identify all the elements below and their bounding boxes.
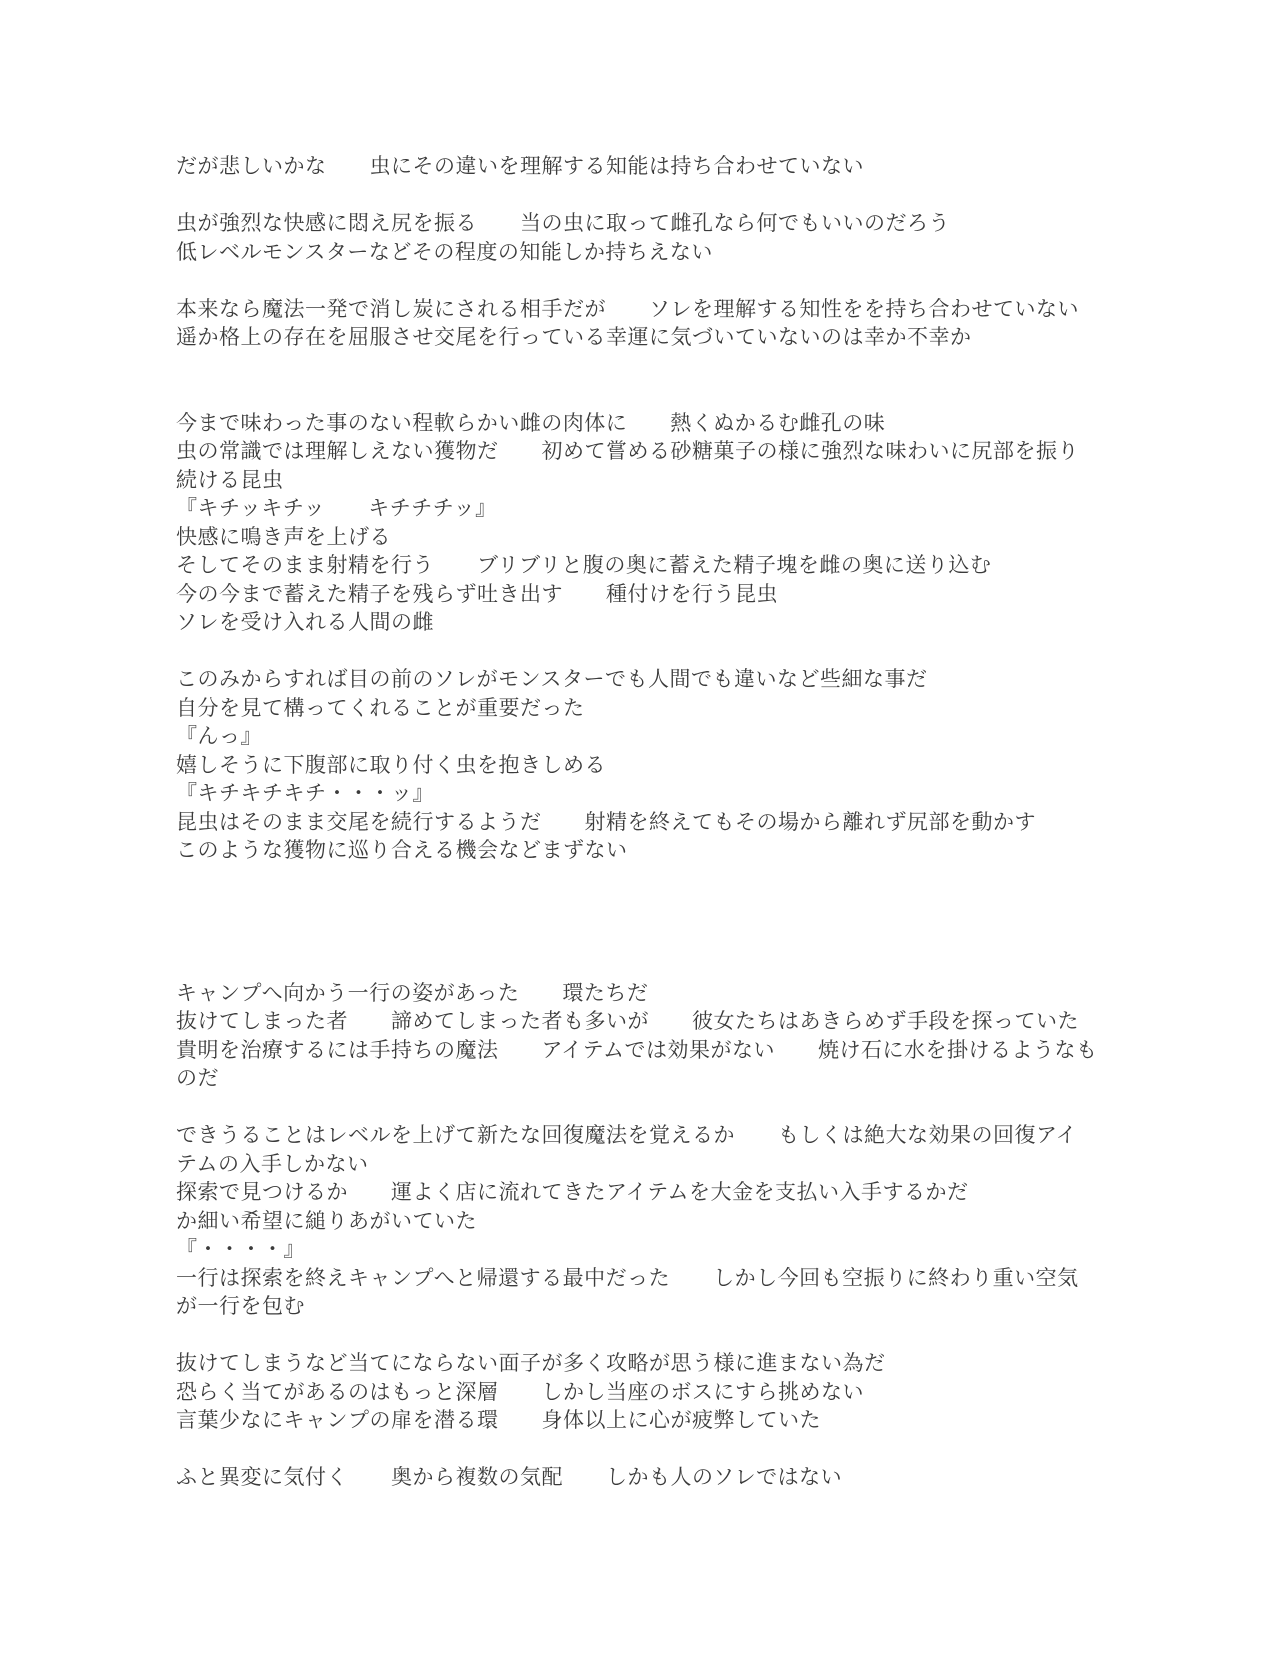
text-line xyxy=(176,637,1136,666)
text-line: このみからすれば目の前のソレがモンスターでも人間でも違いなど些細な事だ xyxy=(176,667,928,691)
text-line xyxy=(176,950,1136,979)
text-line: 恐らく当てがあるのはもっと深層 しかし当座のボスにすら挑めない xyxy=(176,1379,864,1404)
text-line xyxy=(176,380,1136,409)
text-line: 遥か格上の存在を屈服させ交尾を行っている幸運に気づいていないのは幸か不幸か xyxy=(176,325,972,349)
text-line: のだ xyxy=(176,1066,219,1090)
text-line: そしてそのまま射精を行う ブリブリと腹の奥に蓄えた精子塊を雌の奥に送り込む xyxy=(176,553,992,577)
text-line: このような獲物に巡り合える機会などまずない xyxy=(176,838,628,862)
text-line: 今の今まで蓄えた精子を残らず吐き出す 種付けを行う昆虫 xyxy=(176,581,778,606)
text-line xyxy=(176,922,1136,951)
text-line xyxy=(176,1093,1136,1122)
text-line: が一行を包む xyxy=(176,1294,305,1318)
text-line: 快感に鳴き声を上げる xyxy=(176,524,391,549)
text-line: 低レベルモンスターなどその程度の知能しか持ちえない xyxy=(176,239,713,264)
text-line: 抜けてしまった者 諦めてしまった者も多いが 彼女たちはあきらめず手段を探っていた xyxy=(176,1009,1079,1033)
text-line: 『・・・・』 xyxy=(176,1237,305,1261)
text-line xyxy=(176,181,1136,210)
text-line: ソレを受け入れる人間の雌 xyxy=(176,610,434,634)
text-line: 今まで味わった事のない程軟らかい雌の肉体に 熱くぬかるむ雌孔の味 xyxy=(176,410,886,435)
text-line: 一行は探索を終えキャンプへと帰還する最中だった しかし今回も空振りに終わり重い空気 xyxy=(176,1265,1079,1290)
text-line: 自分を見て構ってくれることが重要だった xyxy=(176,695,585,720)
text-line: テムの入手しかない xyxy=(176,1151,369,1176)
text-line xyxy=(176,1321,1136,1350)
text-line: だが悲しいかな 虫にその違いを理解する知能は持ち合わせていない xyxy=(176,154,864,178)
text-line: 虫の常識では理解しえない獲物だ 初めて嘗める砂糖菓子の様に強烈な味わいに尻部を振り xyxy=(176,439,1079,463)
text-line xyxy=(176,1435,1136,1464)
text-line: 続ける昆虫 xyxy=(176,467,284,492)
text-line: 虫が強烈な快感に悶え尻を振る 当の虫に取って雌孔なら何でもいいのだろう xyxy=(176,211,950,235)
text-line: 貴明を治療するには手持ちの魔法 アイテムでは効果がない 焼け石に水を掛けるようなも xyxy=(176,1037,1098,1062)
text-line: 本来なら魔法一発で消し炭にされる相手だが ソレを理解する知性をを持ち合わせていない xyxy=(176,296,1079,321)
text-line: 『んっ』 xyxy=(176,724,262,748)
text-line xyxy=(176,893,1136,922)
text-line: ふと異変に気付く 奥から複数の気配 しかも人のソレではない xyxy=(176,1465,843,1489)
text-line: か細い希望に縋りあがいていた xyxy=(176,1208,477,1233)
text-line: 『キチッキチッ キチチチッ』 xyxy=(176,496,497,520)
text-line xyxy=(176,266,1136,295)
text-line: 嬉しそうに下腹部に取り付く虫を抱きしめる xyxy=(176,752,606,777)
text-line: 抜けてしまうなど当てにならない面子が多く攻略が思う様に進まない為だ xyxy=(176,1351,886,1375)
text-line: 昆虫はそのまま交尾を続行するようだ 射精を終えてもその場から離れず尻部を動かす xyxy=(176,809,1036,834)
text-line: 探索で見つけるか 運よく店に流れてきたアイテムを大金を支払い入手するかだ xyxy=(176,1180,969,1204)
text-line xyxy=(176,352,1136,381)
text-line: キャンプへ向かう一行の姿があった 環たちだ xyxy=(176,980,649,1005)
text-line: 『キチキチキチ・・・ッ』 xyxy=(176,781,434,805)
text-line: できうることはレベルを上げて新たな回復魔法を覚えるか もしくは絶大な効果の回復アイ xyxy=(176,1123,1078,1147)
text-line: 言葉少なにキャンプの扉を潜る環 身体以上に心が疲弊していた xyxy=(176,1408,821,1432)
document-body xyxy=(176,152,1136,1492)
text-line xyxy=(176,865,1136,894)
